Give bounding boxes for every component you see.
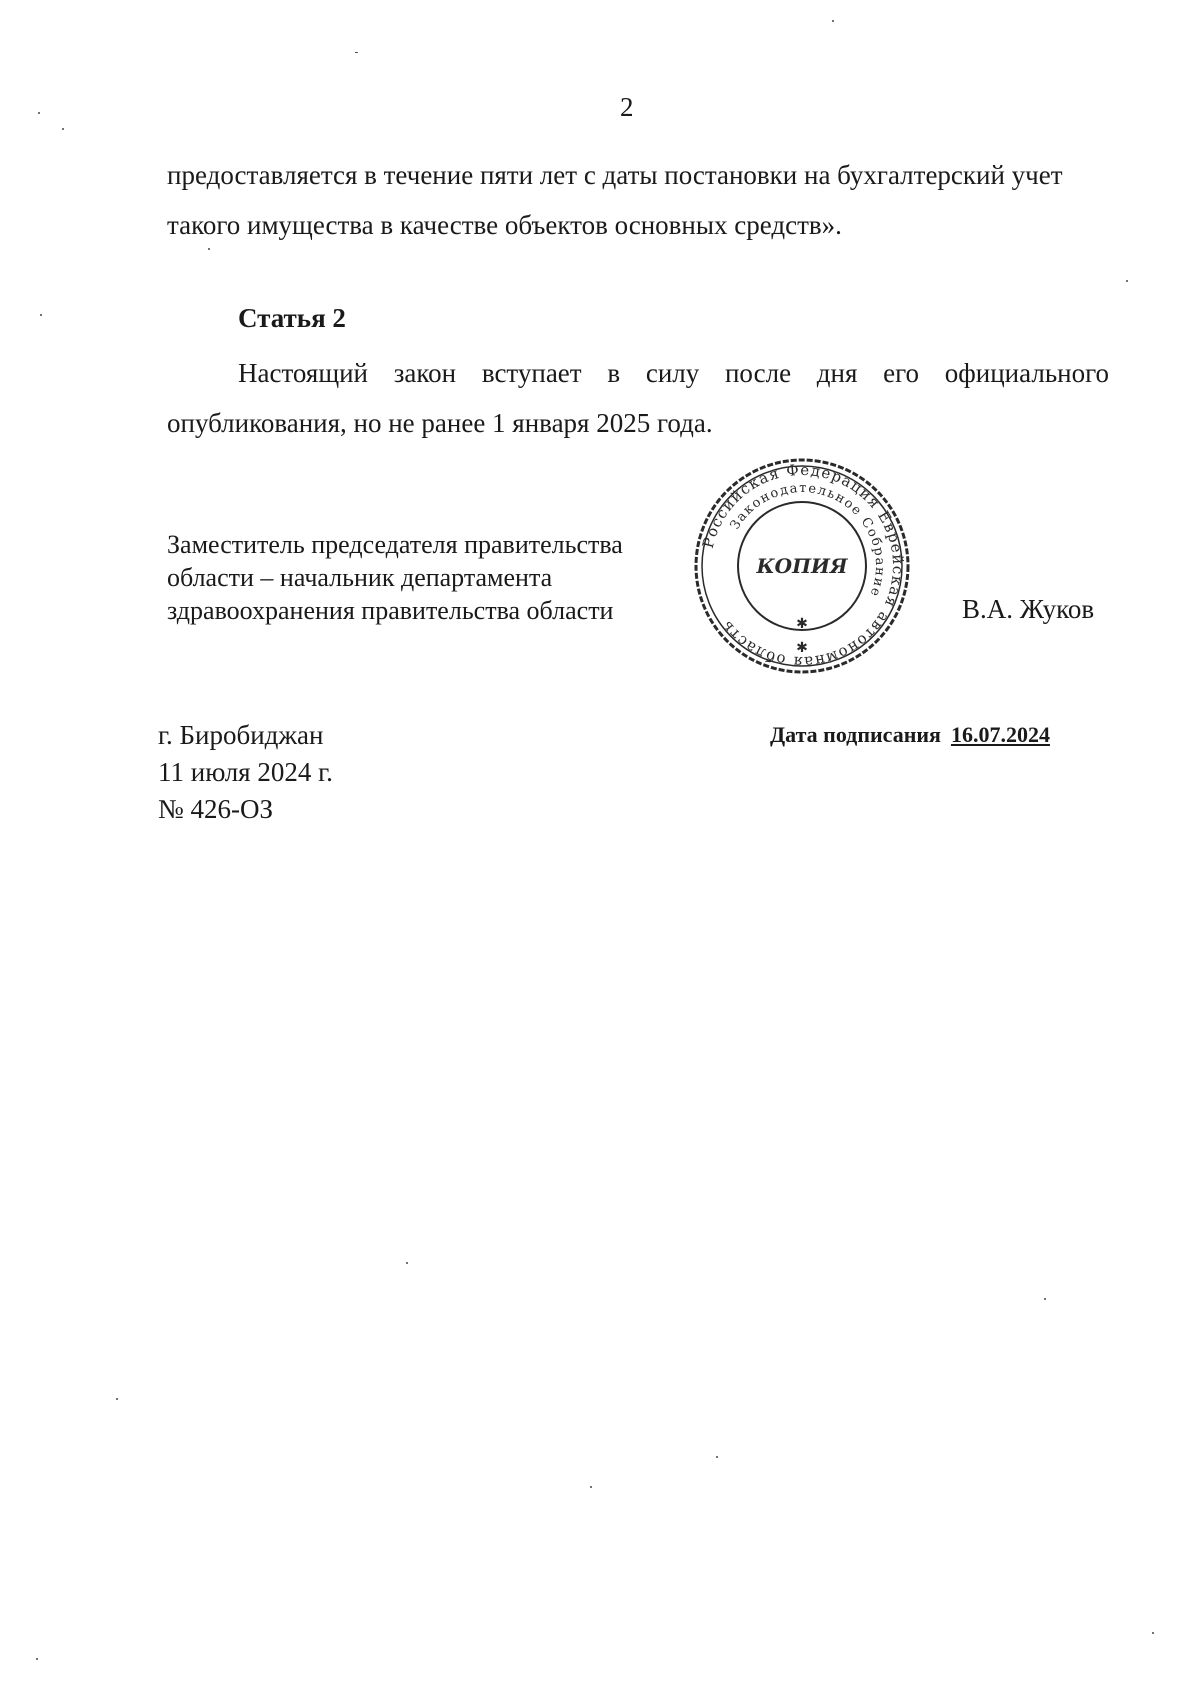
scan-speck — [406, 1262, 408, 1264]
scan-speck — [1044, 1298, 1046, 1300]
signing-date — [770, 722, 1050, 748]
scan-speck — [62, 128, 64, 130]
article-line-2: опубликования, но не ранее 1 января 2025 года. — [167, 408, 713, 438]
signatory-position — [167, 528, 623, 627]
scan-speck — [1152, 1632, 1154, 1634]
seal-center-text: КОПИЯ — [756, 554, 848, 578]
seal-inner-text: Законодательное Собрание — [727, 480, 888, 600]
scan-speck — [590, 1486, 592, 1488]
signing-date-label: Дата подписания — [770, 722, 941, 747]
official-seal — [692, 456, 912, 676]
law-number: № 426-ОЗ — [158, 794, 274, 824]
scan-speck — [116, 1398, 118, 1400]
signatory-position-line-3: здравоохранения правительства области — [167, 596, 614, 625]
city: г. Биробиджан — [158, 720, 324, 750]
scan-speck — [1126, 280, 1128, 282]
signatory-position-line-2: области – начальник департамента — [167, 563, 553, 592]
signatory-name: В.А. Жуков — [962, 594, 1095, 624]
scan-speck — [36, 1658, 38, 1660]
article-paragraph — [167, 348, 1109, 448]
law-date: 11 июля 2024 г. — [158, 757, 333, 787]
scan-speck — [716, 1456, 718, 1458]
scan-speck — [40, 314, 42, 316]
seal-star-icon: ✱ — [796, 616, 808, 632]
seal-outer-text: Российская Федерация Еврейская автономная область — [698, 460, 908, 672]
seal-star-icon: ✱ — [796, 640, 808, 656]
scan-speck — [38, 112, 40, 114]
article-title: Статья 2 — [238, 303, 346, 333]
signing-date-value: 16.07.2024 — [950, 722, 1050, 747]
scan-speck — [832, 20, 834, 22]
place-and-date — [158, 717, 333, 828]
signatory-position-line-1: Заместитель председателя правительства — [167, 530, 623, 559]
continuation-line-1: предоставляется в течение пяти лет с даты постановки на бухгалтерский учет — [167, 160, 1063, 190]
continuation-line-2: такого имущества в качестве объектов основных средств». — [167, 210, 842, 240]
continuation-paragraph — [167, 150, 1109, 250]
scan-speck — [208, 248, 210, 250]
page-number: 2 — [620, 92, 634, 122]
scan-speck — [355, 52, 358, 53]
article-line-1: Настоящий закон вступает в силу после дня его официального — [238, 358, 1109, 388]
